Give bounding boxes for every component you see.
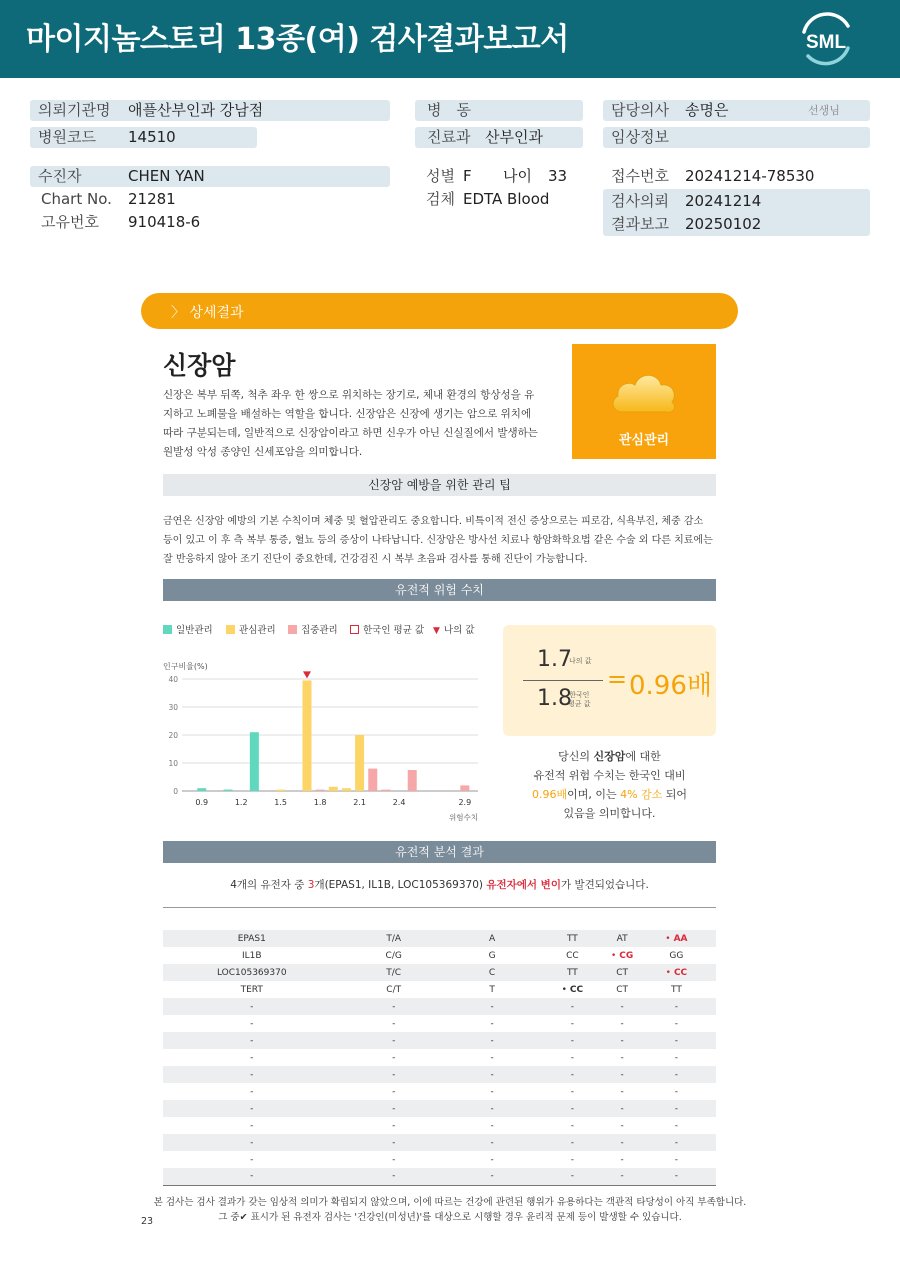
summary-c: 개(EPAS1, IL1B, LOC105369370) [314, 879, 487, 891]
gene-cell-g1: - [570, 1086, 574, 1097]
gene-cell-g1: - [570, 1052, 574, 1063]
legend-korean-avg [350, 624, 424, 638]
ratio-result: 0.96배 [629, 671, 713, 701]
gene-cell-genotype: - [392, 1120, 396, 1131]
table-row [163, 1032, 716, 1049]
bar-intensive [316, 790, 325, 791]
x-axis-label: 위험수치 [449, 813, 478, 822]
bar-interest [355, 735, 364, 791]
gene-value: CC [569, 984, 584, 995]
gene-value: CC [673, 967, 688, 978]
gene-cell-name: - [163, 1168, 341, 1185]
sex-label: 성별 [426, 167, 455, 185]
gene-cell-g3: - [637, 1168, 716, 1185]
y-tick-label: 10 [168, 759, 178, 768]
genotype-marker: • [610, 950, 617, 961]
gene-cell-g3: - [637, 1134, 716, 1151]
gene-cell-allele: - [490, 1052, 494, 1063]
avg-value-caption [568, 691, 591, 709]
my-value-marker [303, 671, 311, 678]
gene-cell-g2: CT [616, 984, 629, 995]
gene-cell-genotype: - [392, 1154, 396, 1165]
avg-value-number: 1.8 [537, 686, 572, 711]
gene-cell-g3: - [637, 998, 716, 1015]
gene-cell-allele: - [490, 1086, 494, 1097]
risk-level-box [572, 344, 716, 459]
cloud-icon [608, 366, 680, 418]
gene-cell-name: LOC105369370 [163, 964, 341, 981]
gene-cell-g2: - [620, 1052, 624, 1063]
gene-cell-g1: - [537, 1032, 607, 1049]
summary-e: 가 발견되었습니다. [560, 879, 649, 891]
avg-caption-line2: 평균 값 [568, 700, 591, 708]
genotype-marker: • [561, 984, 567, 995]
gene-cell-allele: - [447, 1168, 537, 1185]
gene-cell-g1: - [537, 1168, 607, 1185]
gene-cell-g3: - [674, 1120, 679, 1131]
bar-normal [250, 732, 259, 791]
receipt-value: 20241214-78530 [685, 167, 815, 185]
detail-results-label: 〉 상세결과 [171, 305, 244, 321]
specimen-row [418, 189, 588, 210]
request-label: 검사의뢰 [611, 192, 669, 210]
chart-no-value: 21281 [128, 190, 176, 208]
gene-cell-g3 [637, 964, 716, 981]
legend-korean-avg-label: 한국인 평균 값 [363, 625, 425, 636]
y-tick-label: 30 [168, 703, 178, 712]
table-row [163, 1083, 716, 1100]
gene-cell-g3: - [674, 1154, 679, 1165]
gene-cell-genotype: T/A [341, 930, 447, 947]
my-value-number: 1.7 [537, 647, 572, 672]
gene-cell-allele: C [447, 964, 537, 981]
gene-cell-g3: - [637, 1066, 716, 1083]
doctor-value: 송명은 [685, 101, 729, 119]
gene-cell-genotype: C/T [386, 984, 402, 995]
risk-desc-3b: 이며, 이는 [567, 788, 621, 801]
bar-intensive [460, 785, 469, 791]
institution-label: 의뢰기관명 [38, 101, 111, 119]
report-value: 20250102 [685, 215, 762, 233]
doctor-row [603, 100, 870, 121]
specimen-value: EDTA Blood [463, 190, 550, 208]
gene-cell-g1 [537, 981, 607, 998]
gene-cell-g3: - [674, 1086, 679, 1097]
bar-intensive [408, 770, 417, 791]
gene-cell-g2 [607, 947, 636, 964]
gene-cell-genotype: - [341, 1100, 447, 1117]
bar-interest [329, 787, 338, 791]
report-title: 마이지놈스토리 13종(여) 검사결과보고서 [26, 22, 569, 57]
summary-a: 4개의 유전자 중 [230, 879, 308, 891]
gene-cell-g3: - [674, 1018, 679, 1029]
risk-distribution-chart [160, 658, 490, 828]
gene-cell-genotype: - [341, 1168, 447, 1185]
legend-intensive-label: 집중관리 [301, 625, 338, 636]
gene-cell-allele: - [447, 1066, 537, 1083]
gene-cell-name: - [163, 1134, 341, 1151]
bar-normal [197, 788, 206, 791]
legend-normal [163, 624, 213, 638]
detail-results-bar [141, 293, 738, 329]
specimen-label: 검체 [426, 190, 455, 208]
bar-interest [276, 790, 285, 791]
gene-cell-g3: - [674, 1052, 679, 1063]
gene-cell-allele: A [447, 930, 537, 947]
risk-desc-line4: 있음을 의미합니다. [563, 807, 656, 820]
gene-cell-name: - [250, 1052, 254, 1063]
gene-cell-allele: G [488, 950, 496, 961]
gene-cell-name: - [250, 1086, 254, 1097]
gene-value: CG [619, 950, 634, 961]
summary-b: 3 [307, 879, 315, 891]
gene-cell-genotype: - [341, 1032, 447, 1049]
gene-cell-g1: TT [537, 964, 607, 981]
risk-level-label: 관심관리 [618, 433, 670, 448]
gene-cell-g1: - [570, 1018, 574, 1029]
risk-desc-3d: 되어 [662, 788, 688, 801]
avg-caption-line1: 한국인 [569, 691, 590, 699]
table-row [163, 1066, 716, 1083]
table-row [163, 1134, 716, 1151]
gene-cell-allele: - [490, 1154, 494, 1165]
risk-title-bar: 유전적 위험 수치 [163, 579, 716, 601]
gene-cell-g2: - [620, 1120, 624, 1131]
gene-cell-g3: GG [669, 950, 684, 961]
risk-desc-1c: 에 대한 [625, 750, 661, 763]
gene-cell-g1: CC [566, 950, 579, 961]
summary-d: 유전자에서 변이 [486, 879, 561, 891]
bar-intensive [368, 769, 377, 791]
x-tick-label: 2.1 [353, 798, 366, 807]
gene-table [163, 930, 716, 1186]
footer-notice [0, 1195, 900, 1225]
gene-cell-g1: TT [537, 930, 607, 947]
summary-divider [163, 907, 716, 908]
gene-cell-name: - [250, 1120, 254, 1131]
risk-desc-3c: 4% 감소 [620, 788, 663, 801]
gene-cell-allele: - [447, 1134, 537, 1151]
institution-row [30, 100, 390, 121]
fraction-line [523, 680, 603, 681]
gene-cell-allele: - [447, 1100, 537, 1117]
y-tick-label: 40 [168, 675, 178, 684]
y-tick-label: 0 [173, 787, 178, 796]
receipt-label: 접수번호 [611, 167, 669, 185]
table-row [163, 964, 716, 981]
footer-line1: 본 검사는 검사 결과가 갖는 임상적 의미가 확립되지 않았으며, 이에 따르는 건강에 관련된 행위가 유용하다는 객관적 타당성이 아직 부족합니다. [153, 1197, 747, 1208]
patient-value: CHEN YAN [128, 167, 205, 185]
my-value-caption: 나의 값 [569, 657, 592, 665]
table-row [163, 947, 716, 964]
age-value: 33 [548, 167, 568, 185]
risk-desc-line2: 유전적 위험 수치는 한국인 대비 [533, 769, 686, 782]
bar-normal [224, 790, 233, 791]
legend-interest [226, 624, 276, 638]
doctor-label: 담당의사 [611, 101, 669, 119]
table-row [163, 1015, 716, 1032]
gene-cell-g1: - [537, 1066, 607, 1083]
chart-no-label: Chart No. [41, 190, 112, 208]
dates-block [603, 189, 870, 236]
tips-title-bar: 신장암 예방을 위한 관리 팁 [163, 474, 716, 496]
receipt-row [603, 166, 870, 187]
x-tick-label: 1.8 [313, 798, 327, 807]
table-row [163, 981, 716, 998]
clinical-row [603, 127, 870, 148]
gene-cell-g2: - [607, 1032, 636, 1049]
hospital-code-value: 14510 [128, 128, 176, 146]
table-row [163, 1168, 716, 1185]
report-header [0, 0, 900, 78]
unique-no-value: 910418-6 [128, 213, 201, 231]
dept-label: 진료과 [427, 128, 471, 146]
y-tick-label: 20 [168, 731, 178, 740]
gene-cell-genotype: - [341, 1066, 447, 1083]
table-row [163, 1100, 716, 1117]
legend-my-value [433, 624, 474, 638]
gene-cell-genotype: - [392, 1052, 396, 1063]
table-row [163, 998, 716, 1015]
table-row [163, 930, 716, 947]
gene-cell-g2: - [607, 1066, 636, 1083]
gene-cell-name: - [163, 1066, 341, 1083]
gene-cell-g2: AT [607, 930, 636, 947]
gene-cell-name: - [250, 1154, 254, 1165]
ward-label: 병 동 [427, 101, 471, 119]
table-row [163, 1117, 716, 1134]
page-number: 23 [141, 1216, 154, 1227]
table-row [163, 1049, 716, 1066]
x-tick-label: 0.9 [195, 798, 209, 807]
request-value: 20241214 [685, 192, 762, 210]
table-row [163, 1151, 716, 1168]
gene-cell-g2: - [620, 1086, 624, 1097]
x-tick-label: 1.2 [234, 798, 248, 807]
report-label: 결과보고 [611, 215, 669, 233]
gene-cell-name: TERT [240, 984, 263, 995]
gene-cell-genotype: - [392, 1086, 396, 1097]
gene-cell-g3: - [637, 1100, 716, 1117]
gene-cell-genotype: - [341, 998, 447, 1015]
gene-cell-g2: - [620, 1154, 624, 1165]
footer-line2: 그 중✔ 표시가 된 유전자 검사는 '건강인(미성년)'를 대상으로 시행할 경우 윤리적 문제 등이 발생할 수 있습니다. [218, 1212, 682, 1223]
unique-no-label: 고유번호 [41, 213, 99, 231]
gene-cell-name: - [163, 1100, 341, 1117]
gene-cell-genotype: C/G [385, 950, 402, 961]
legend-my-value-label: 나의 값 [443, 625, 475, 636]
legend-normal-swatch [163, 625, 172, 634]
age-label: 나이 [503, 167, 532, 185]
sex-value: F [463, 167, 472, 185]
chart-no-row [33, 189, 333, 210]
ratio-box [503, 625, 716, 736]
gene-cell-name: IL1B [241, 950, 262, 961]
x-tick-label: 1.5 [274, 798, 288, 807]
cancer-description: 신장은 복부 뒤쪽, 척추 좌우 한 쌍으로 위치하는 장기로, 체내 환경의 항상성을 유지하고 노폐물을 배설하는 역할을 합니다. 신장암은 신장에 생기는 암으로 위치에 따라 구분되는데, 일반적으로 신장암이라고 하면 신우가 아닌 신실질에서 발생하는 원발성 악성 종양인 신세포암을 의미합니다. [163, 389, 538, 458]
tips-text: 금연은 신장암 예방의 기본 수칙이며 체중 및 혈압관리도 중요합니다. 비특이적 전신 증상으로는 피로감, 식욕부진, 체중 감소 등이 있고 이 후 측 복부 통증, 혈뇨 등의 증상이 나타납니다. 신장암은 방사선 치료나 항암화학요법 같은 수술 외 다른 치료에는 잘 반응하지 않아 조기 진단이 중요한데, 건강검진 시 복부 초음파 검사를 통해 진단이 가능합니다. [163, 516, 713, 565]
gene-cell-g2: - [607, 1100, 636, 1117]
gene-cell-genotype: - [341, 1134, 447, 1151]
gene-cell-allele: - [447, 998, 537, 1015]
legend-interest-swatch [226, 625, 235, 634]
gene-cell-g3: - [637, 1032, 716, 1049]
gene-cell-g1: - [537, 1100, 607, 1117]
gene-cell-allele: - [447, 1032, 537, 1049]
gene-cell-g3 [637, 930, 716, 947]
gene-cell-g2: - [607, 1168, 636, 1185]
gene-value: AA [673, 933, 688, 944]
ward-row [415, 100, 583, 121]
gene-cell-genotype: T/C [341, 964, 447, 981]
gene-cell-allele: T [489, 984, 495, 995]
legend-korean-avg-swatch [350, 625, 359, 634]
gene-cell-g3: TT [670, 984, 682, 995]
bar-interest [342, 788, 351, 791]
analysis-summary [163, 877, 716, 892]
gene-cell-allele: - [490, 1120, 494, 1131]
genotype-marker: • [665, 967, 671, 978]
gene-cell-name: - [250, 1018, 254, 1029]
doctor-suffix: 선생님 [808, 104, 840, 117]
gene-cell-genotype: - [392, 1018, 396, 1029]
equals-sign: = [607, 665, 628, 693]
legend-normal-label: 일반관리 [176, 625, 213, 636]
unique-no-row [33, 212, 333, 233]
gene-cell-g2: - [607, 1134, 636, 1151]
clinical-label: 임상정보 [611, 128, 669, 146]
gene-cell-g2: - [607, 998, 636, 1015]
x-tick-label: 2.9 [458, 798, 472, 807]
bar-interest [302, 680, 311, 791]
legend-my-value-icon: ▼ [433, 626, 440, 636]
gene-cell-name: EPAS1 [163, 930, 341, 947]
dept-value: 산부인과 [485, 128, 543, 146]
gene-cell-g1: - [570, 1154, 574, 1165]
sml-logo [796, 10, 856, 70]
risk-desc-1a: 당신의 [558, 750, 594, 763]
gene-cell-allele: - [490, 1018, 494, 1029]
gene-cell-g1: - [537, 998, 607, 1015]
gene-cell-g1: - [570, 1120, 574, 1131]
hospital-code-label: 병원코드 [38, 128, 96, 146]
hospital-code-row [30, 127, 257, 148]
gene-cell-g2: - [620, 1018, 624, 1029]
patient-label: 수진자 [38, 167, 82, 185]
gene-cell-name: - [163, 1032, 341, 1049]
gene-cell-g2: CT [607, 964, 636, 981]
patient-row [30, 166, 390, 187]
legend-intensive [288, 624, 338, 638]
x-tick-label: 2.4 [392, 798, 406, 807]
risk-description [503, 747, 716, 823]
legend-intensive-swatch [288, 625, 297, 634]
dept-row [415, 127, 583, 148]
institution-value: 애플산부인과 강남점 [128, 101, 264, 119]
legend-interest-label: 관심관리 [239, 625, 276, 636]
bar-intensive [381, 790, 390, 791]
logo-text: SML [805, 32, 847, 53]
cancer-title: 신장암 [163, 351, 236, 380]
gene-cell-name: - [163, 998, 341, 1015]
sex-age-row [418, 166, 588, 187]
risk-desc-1b: 신장암 [593, 750, 626, 763]
risk-desc-line1 [503, 747, 716, 766]
gene-cell-g1: - [537, 1134, 607, 1151]
risk-desc-line3 [503, 785, 716, 804]
genotype-marker: • [665, 933, 671, 944]
y-axis-label: 인구비율(%) [163, 662, 208, 671]
analysis-title-bar: 유전적 분석 결과 [163, 841, 716, 863]
risk-desc-3a: 0.96배 [531, 788, 568, 801]
